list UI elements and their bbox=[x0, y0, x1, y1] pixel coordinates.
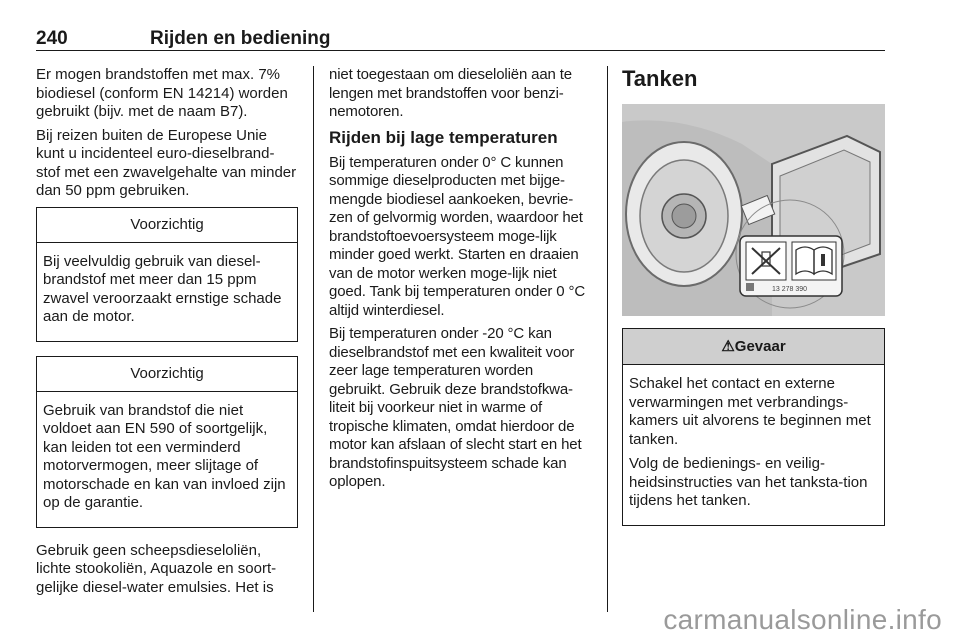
fuel-filler-illustration bbox=[622, 104, 885, 316]
danger-text: Schakel het contact en externe verwarmingen met verbrandings-kamers uit alvorens te beginnen met tanken. bbox=[629, 375, 871, 448]
danger-title: Gevaar bbox=[734, 338, 786, 355]
subheading: Rijden bij lage temperaturen bbox=[329, 127, 558, 147]
paragraph: Bij temperaturen onder -20 °C kan dieselbrandstof met een kwaliteit voor zeer lage temperaturen worden gebruikt. Gebruik deze brandstofkwa-liteit bij voorkeur niet in warme of tropische klimaten, omdat hierdoor de motor kan afslaan of slecht start en het brandstofinspuitsysteem schade kan oplopen. bbox=[329, 325, 582, 490]
caution-box bbox=[36, 356, 298, 528]
danger-header bbox=[623, 329, 884, 365]
warning-triangle-icon: ⚠ bbox=[721, 338, 735, 355]
caution-title: Voorzichtig bbox=[37, 208, 297, 243]
paragraph: Bij reizen buiten de Europese Unie kunt u incidenteel euro-dieselbrand-stof met een zwavelgehalte van minder dan 50 ppm gebruiken. bbox=[36, 126, 297, 199]
illustration-code: 13 278 390 bbox=[772, 286, 808, 293]
column-divider bbox=[607, 66, 608, 612]
paragraph: Er mogen brandstoffen met max. 7% biodiesel (conform EN 14214) worden gebruikt (bijv. met de naam B7). bbox=[36, 66, 288, 120]
column-middle bbox=[329, 66, 593, 497]
fuel-filler-drawing bbox=[622, 104, 885, 316]
danger-text: Volg de bedienings- en veilig-heidsinstructies van het tanksta-tion tijdens het tanken. bbox=[629, 455, 868, 509]
danger-box bbox=[622, 328, 885, 526]
section-title: Rijden en bediening bbox=[150, 28, 331, 49]
paragraph: niet toegestaan om dieseloliën aan te lengen met brandstoffen voor benzi-nemotoren. bbox=[329, 66, 572, 120]
column-right bbox=[622, 66, 885, 540]
caution-text: Gebruik van brandstof die niet voldoet aan EN 590 of soortgelijk, kan leiden tot een verminderd motorvermogen, meer slijtage of motorschade en kan van invloed zijn op de garantie. bbox=[43, 401, 286, 511]
caution-box bbox=[36, 207, 298, 342]
caution-text: Bij veelvuldig gebruik van diesel-brandstof met meer dan 15 ppm zwavel veroorzaakt ernstige schade aan de motor. bbox=[43, 252, 282, 325]
section-heading-tanken: Tanken bbox=[622, 66, 698, 91]
page-header bbox=[36, 28, 885, 51]
column-divider bbox=[313, 66, 314, 612]
paragraph: Gebruik geen scheepsdieseloliën, lichte stookoliën, Aquazole en soort-gelijke diesel-water emulsies. Het is bbox=[36, 541, 277, 596]
watermark: carmanualsonline.info bbox=[663, 604, 942, 635]
page-number: 240 bbox=[36, 28, 68, 49]
caution-title: Voorzichtig bbox=[37, 357, 297, 392]
paragraph: Bij temperaturen onder 0° C kunnen sommige dieselproducten met bijge-mengde biodiesel aankoeken, bevrie-zen of gelvormig worden, waardoor het brandstoftoevoersysteem moge-lijk minder goed werkt. Starten en draaien van de motor werken moge-lijk niet goed. Tank bij temperaturen onder 0 °C altijd winterdiesel. bbox=[329, 153, 586, 319]
column-left bbox=[36, 66, 298, 602]
